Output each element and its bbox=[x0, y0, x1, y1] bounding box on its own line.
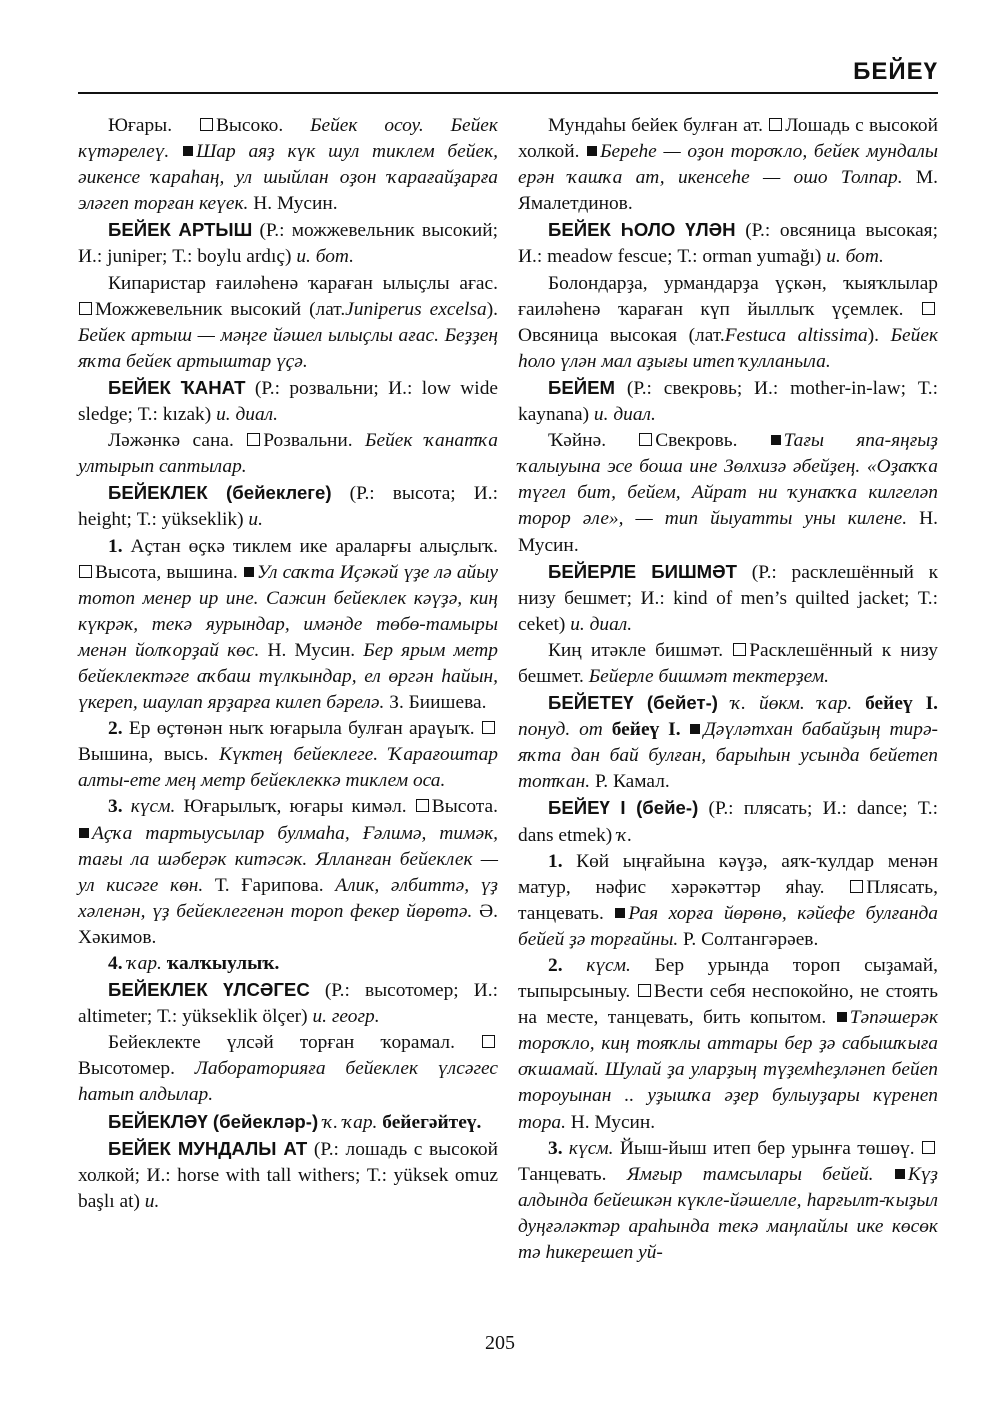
headword: БЕЙЕҮ I (бейе-) bbox=[548, 797, 699, 819]
headword: БЕЙЕК ҺОЛО ҮЛӘН bbox=[548, 219, 736, 241]
sense-1: 1. Көй ыңғайына кәүҙә, аяҡ-ҡулдар менән матур, нәфис хәрәкәттәр яһау. Плясать, танцевать. Рая хорға йөрөнө, кәйефе булғанда бейей ҙә торғайны. Р. Солтангәрәев. bbox=[518, 850, 938, 950]
entry-definition: Бейеклекте үлсәй торған ҡорамал. Высотомер. Лабораторияға бейеклек үлсәгес һатып алдылар. bbox=[78, 1032, 498, 1106]
headword: БЕЙЕК МУНДАЛЫ АТ bbox=[108, 1137, 308, 1159]
header-rule bbox=[78, 92, 938, 94]
headword: БЕЙЕКЛЕК ҮЛСӘГЕС bbox=[108, 979, 310, 1001]
sense-1: 1. Аҫтан өҫкә тиклем ике араларғы алыҫлыҡ. Высота, вышина. Ул саҡта Иҫәкәй үҙе лә айыу тотоп менер ир ине. Сажин бейеклек кәүҙә, киң күкрәк, текә яурындар, имәнде төбө-тамыры менән йолҡорҙай көс. Н. Мусин. Бер ярым метр бейеклектәге аҡбаш түлкындар, ел өргән һайын, үкереп, шаулап ярҙарға килеп бәрелә. З. Биишева. bbox=[78, 535, 498, 714]
sense-2: 2. күсм. Бер урында тороп сыҙамай, тыпырсыныу. Вести себя неспокойно, не стоять на месте, танцевать, бить копытом. Тәпәшерәк тороҡло, киң тояҡлы аттары бер ҙә сабышҡыға оҡшамай. Шулай ҙа уларҙың түҙемһеҙләнеп бейеп тороуынан .. уҙышҡа әҙер булыуҙары күренеп тора. Н. Мусин. bbox=[518, 955, 939, 1133]
entry-definition: Ләжәнкә сана. Розвальни. Бейек ҡанатҡа ултырып саптылар. bbox=[78, 430, 498, 478]
entry-headword-line: БЕЙЕТЕҮ (бейет-) ҡ. йөкм. ҡар. бейеү I. понуд. от бейеү I. Дәүләтхан бабайҙың тирә-яҡта дан бай булған, барыһын усында бейетеп тотҡан. Р. Камал. bbox=[518, 692, 939, 793]
headword: БЕЙЕКЛӘҮ (бейекләр-) bbox=[108, 1110, 319, 1132]
black-square-icon bbox=[615, 908, 625, 918]
black-square-icon bbox=[587, 146, 597, 156]
white-square-icon bbox=[247, 433, 260, 446]
white-square-icon bbox=[922, 1141, 935, 1154]
black-square-icon bbox=[690, 724, 700, 734]
white-square-icon bbox=[733, 643, 746, 656]
entry-headword-line: БЕЙЕК АРТЫШ (Р.: можжевельник высокий; И.: juniper; Т.: boylu ardıç) и. бот. bbox=[78, 219, 498, 268]
entry-definition: Кипаристар ғаиләһенә ҡараған ылыҫлы ағас. Можжевельник высокий (лат.Juniperus excelsa). Бейек артыш — мәңге йәшел ылыҫлы ағас. Беҙҙең яҡта бейек артыштар үҫә. bbox=[78, 272, 498, 372]
white-square-icon bbox=[850, 880, 863, 893]
white-square-icon bbox=[482, 1035, 495, 1048]
entry-headword-line: БЕЙЕКЛЕК ҮЛСӘГЕС (Р.: высотомер; И.: altimeter; Т.: yükseklik ölçer) и. геогр. bbox=[78, 979, 499, 1028]
page-number: 205 bbox=[485, 1332, 515, 1354]
entry-headword-line: БЕЙЕКЛӘҮ (бейекләр-) ҡ. ҡар. бейегәйтеү. bbox=[108, 1110, 482, 1133]
entry-definition: Ҡәйнә. Свекровь. Тағы япа-яңғыҙ ҡалыуына эсе боша ине Зөлхизә әбейҙең. «Оҙаҡҡа түгел бит, бейем, Айрат ни ҡунаҡҡа килгеләп торор әле», — тип йыуатты уны килене. Н. Мусин. bbox=[518, 430, 938, 556]
sense-4: 4. ҡар. ҡалҡыулыҡ. bbox=[108, 953, 280, 974]
sense-3: 3. күсм. Йыш-йыш итеп бер урынға төшөү. Танцевать. Ямғыр тамсылары бейей. Күҙ алдында бейешкән күкле-йәшелле, һарғылт-ҡыҙыл дуңғәләктәр араһында текә маңлайлы ике көсөк тә һикерешеп уй- bbox=[518, 1137, 938, 1264]
entry-definition: Болондарҙа, урмандарҙа үҫкән, ҡыяҡлылар ғаиләһенә ҡараған күп йыллыҡ үҫемлек. Овсяница высокая (лат.Festuca altissima). Бейек һоло үлән мал аҙығы итеп ҡулланыла. bbox=[518, 272, 939, 372]
entry-definition: Мундаһы бейек булған ат. Лошадь с высокой холкой. Береһе — оҙон тороҡло, бейек мундалы ерән ҡашҡа ат, икенсеһе — ошо Толпар. М. Ямалетдинов. bbox=[518, 115, 938, 215]
black-square-icon bbox=[244, 567, 254, 577]
entry-headword-line: БЕЙЕРЛЕ БИШМӘТ (Р.: расклешённый к низу бешмет; И.: kind of men’s quilted jacket; Т.: ceket) и. диал. bbox=[518, 560, 938, 635]
headword: БЕЙЕК ҠАНАТ bbox=[108, 376, 246, 398]
left-column bbox=[78, 113, 498, 1215]
headword: БЕЙЕКЛЕК (бейеклеге) bbox=[108, 482, 332, 504]
headword: БЕЙЕК АРТЫШ bbox=[108, 219, 253, 241]
entry-headword-line: БЕЙЕК ҺОЛО ҮЛӘН (Р.: овсяница высокая; И.: meadow fescue; Т.: orman yumağı) и. бот. bbox=[518, 219, 938, 268]
entry-headword-line: БЕЙЕК ҠАНАТ (Р.: розвальни; И.: low wide sledge; Т.: kızak) и. диал. bbox=[78, 376, 498, 426]
white-square-icon bbox=[638, 984, 651, 997]
headword: БЕЙЕРЛЕ БИШМӘТ bbox=[548, 560, 738, 582]
white-square-icon bbox=[769, 118, 782, 131]
black-square-icon bbox=[895, 1169, 905, 1179]
sense-3: 3. күсм. Юғарылыҡ, юғары кимәл. Высота. Аҫҡа тартыусылар булмаһа, Ғәлимә, тимәк, тағы ла шәберәк китәсәк. Ялланған бейеклек — ул кисәге көн. Т. Ғарипова. Алик, әлбиттә, үҙ хәленән, үҙ бейеклегенән тороп фекер йөрөтә. Ә. Хәкимов. bbox=[78, 796, 498, 948]
white-square-icon bbox=[922, 302, 935, 315]
black-square-icon bbox=[837, 1012, 847, 1022]
entry-headword-line: БЕЙЕМ (Р.: свекровь; И.: mother-in-law; Т.: kaynana) и. диал. bbox=[518, 376, 938, 426]
white-square-icon bbox=[79, 302, 92, 315]
headword: БЕЙЕМ bbox=[548, 376, 616, 398]
white-square-icon bbox=[200, 118, 213, 131]
black-square-icon bbox=[183, 146, 193, 156]
black-square-icon bbox=[79, 828, 89, 838]
entry-headword-line: БЕЙЕК МУНДАЛЫ АТ (Р.: лошадь с высокой холкой; И.: horse with tall withers; Т.: yüksek omuz başlı at) и. bbox=[78, 1137, 498, 1212]
right-column bbox=[518, 113, 938, 1266]
sense-2: 2. Ер өҫтөнән ныҡ юғарыла булған араүыҡ. Вышина, высь. Күктең бейеклеге. Ҡарағоштар алты-ете мең метр бейеклеккә тиклем оса. bbox=[78, 718, 498, 792]
entry-definition: Киң итәкле бишмәт. Расклешённый к низу бешмет. Бейерле бишмәт тектерҙем. bbox=[518, 639, 938, 687]
running-head: БЕЙЕҮ bbox=[853, 58, 938, 85]
headword: БЕЙЕТЕҮ (бейет-) bbox=[548, 692, 718, 714]
entry-headword-line: БЕЙЕҮ I (бейе-) (Р.: плясать; И.: dance; Т.: dans etmek) ҡ. bbox=[518, 797, 938, 846]
black-square-icon bbox=[771, 435, 781, 445]
white-square-icon bbox=[416, 799, 429, 812]
white-square-icon bbox=[79, 565, 92, 578]
white-square-icon bbox=[482, 721, 495, 734]
entry-headword-line: БЕЙЕКЛЕК (бейеклеге) (Р.: высота; И.: height; Т.: yükseklik) и. bbox=[78, 482, 498, 531]
entry-paragraph: Юғары. Высоко. Бейек осоу. Бейек күтәрелеү. Шар аяҙ күк шул тиклем бейек, әикенсе ҡараһаң, ул шыйлан оҙон ҡарағайҙарға эләгеп торған кеүек. Н. Мусин. bbox=[78, 115, 498, 215]
white-square-icon bbox=[639, 433, 652, 446]
